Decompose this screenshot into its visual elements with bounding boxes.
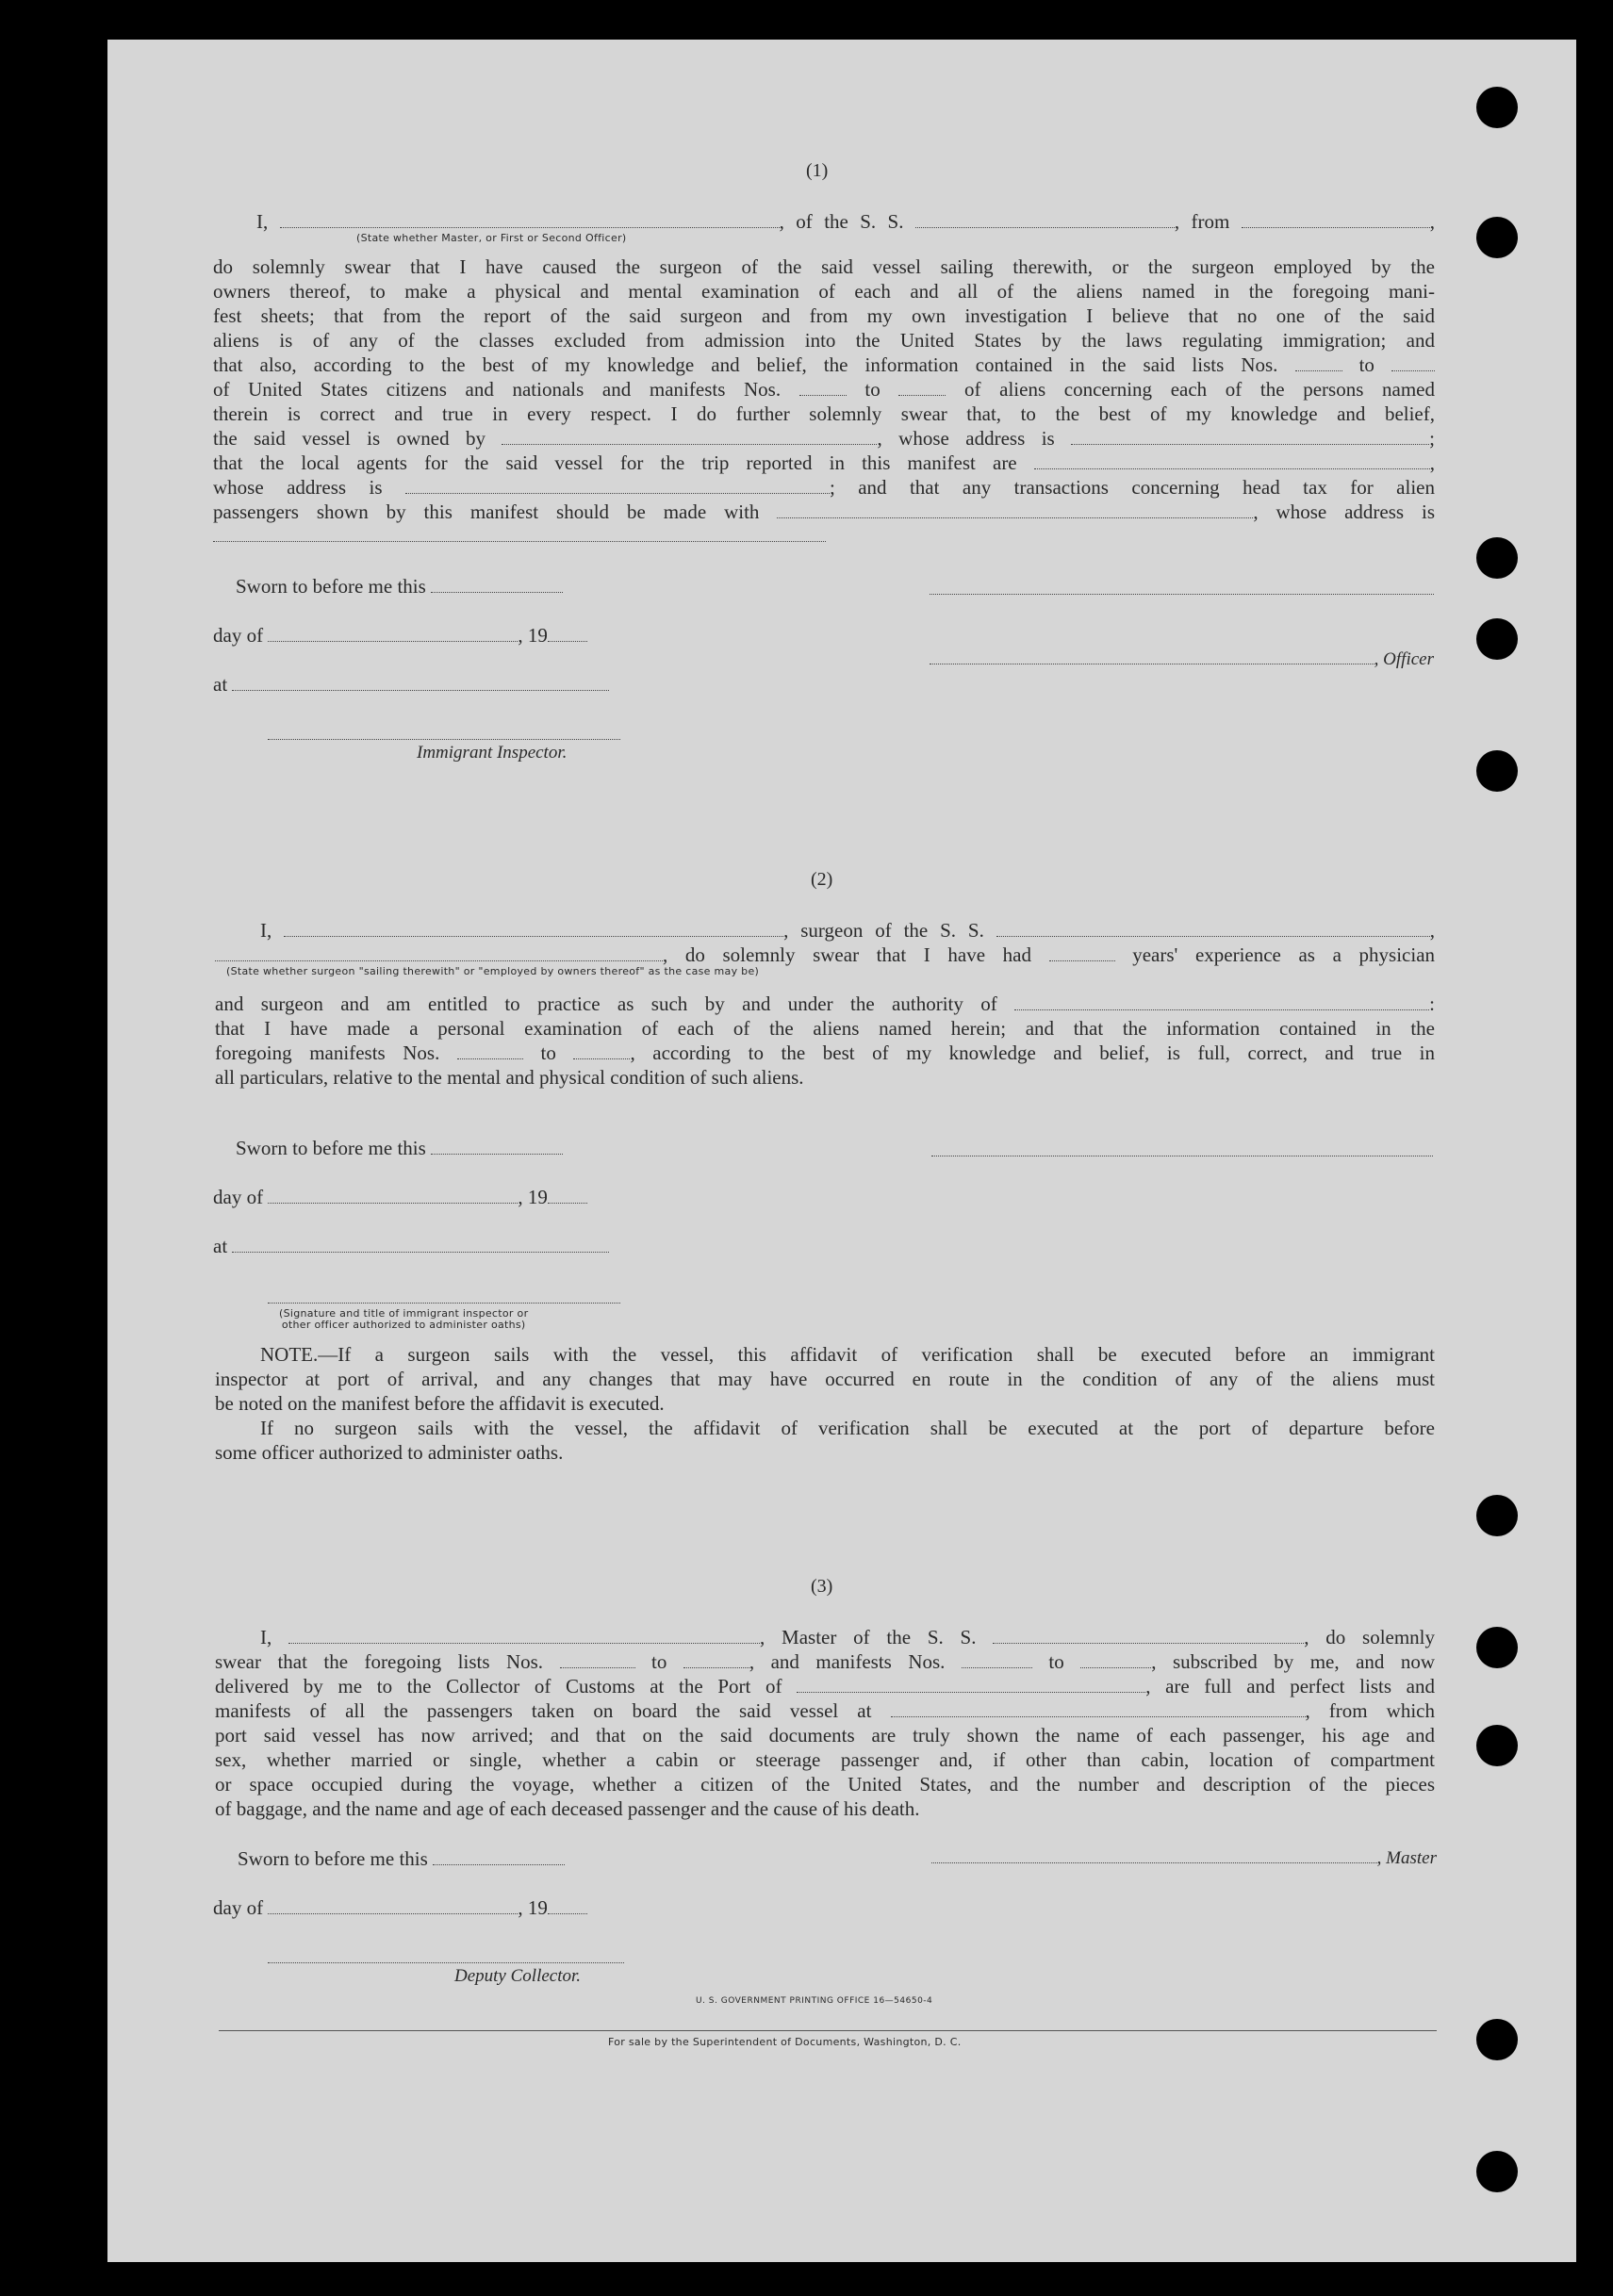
text: Sworn to before me this xyxy=(236,575,426,598)
label-of-ss: , of the S. S. xyxy=(779,210,904,233)
text: whose address is xyxy=(213,476,383,499)
manifests-from-field[interactable] xyxy=(962,1652,1032,1668)
text-line xyxy=(215,1698,1435,1723)
text-line: that I have made a personal examination of each of the aliens named herein; and that the information contained in the xyxy=(215,1017,1435,1040)
master-oath-line xyxy=(260,1625,1435,1649)
comma: , xyxy=(1429,210,1436,233)
officer-line xyxy=(930,648,1434,670)
text: the said vessel is owned by xyxy=(213,427,486,450)
text: other officer authorized to administer oaths) xyxy=(281,1319,526,1331)
text-line xyxy=(215,992,1435,1016)
text-line: sex, whether married or single, whether a cabin or steerage passenger and, if other than cabin, location of compartment xyxy=(215,1748,1435,1771)
text-line: If no surgeon sails with the vessel, the affidavit of verification shall be executed at the port of departure before xyxy=(260,1417,1435,1439)
lists-from-field[interactable] xyxy=(1295,355,1342,371)
text-line xyxy=(215,1041,1435,1065)
text: , 19 xyxy=(518,1896,548,1919)
surgeon-note-paragraph xyxy=(215,1342,1435,1465)
text: at xyxy=(213,673,228,696)
text: to xyxy=(864,378,881,401)
text-line xyxy=(213,500,1435,524)
text: swear that the foregoing lists Nos. xyxy=(215,1650,544,1673)
punch-hole xyxy=(1476,217,1518,258)
vessel-name-field[interactable] xyxy=(996,921,1430,937)
label-from: , from xyxy=(1174,210,1230,233)
inspector-label: Immigrant Inspector. xyxy=(417,743,568,763)
text-line: port said vessel has now arrived; and that on the said documents are truly shown the name of each passenger, his age and xyxy=(215,1724,1435,1747)
text-line: fest sheets; that from the report of the said surgeon and from my own investigation I believe that no one of the said xyxy=(213,304,1435,327)
local-agents-field[interactable] xyxy=(1034,453,1430,469)
text: ; xyxy=(1429,427,1436,450)
text: , and manifests Nos. xyxy=(749,1650,946,1673)
punch-hole xyxy=(1476,2151,1518,2192)
vessel-name-field[interactable] xyxy=(993,1628,1304,1644)
sworn-date-field[interactable] xyxy=(431,1139,563,1155)
footer-rule xyxy=(219,2030,1437,2031)
from-port-field[interactable] xyxy=(1242,212,1430,228)
text-line xyxy=(213,475,1435,500)
punch-hole xyxy=(1476,1725,1518,1766)
text: , xyxy=(1429,451,1436,474)
text-line: aliens is of any of the classes excluded from admission into the United States by the laws regulating immigration; and xyxy=(213,329,1435,352)
manifests-to-field[interactable] xyxy=(1080,1652,1151,1668)
officer-note: (State whether Master, or First or Second Officer) xyxy=(356,232,627,244)
text: , do solemnly swear that I have had xyxy=(663,943,1031,966)
master-label: , Master xyxy=(1376,1848,1437,1868)
officer-signature-line[interactable] xyxy=(930,594,1434,595)
master-signature-field[interactable] xyxy=(931,1847,1377,1863)
day-of-label xyxy=(213,1896,587,1920)
manifests-to-field[interactable] xyxy=(898,380,946,396)
text: ; and that any transactions concerning head tax for alien xyxy=(829,476,1435,499)
section-number: (1) xyxy=(806,160,829,181)
head-tax-address-field[interactable] xyxy=(213,526,826,542)
at-label xyxy=(213,673,609,697)
sworn-label xyxy=(236,575,563,599)
text: foregoing manifests Nos. xyxy=(215,1041,440,1064)
surgeon-status-field[interactable] xyxy=(215,945,663,961)
text: delivered by me to the Collector of Customs at the Port of xyxy=(215,1675,782,1697)
text: at xyxy=(213,1235,228,1257)
text-line xyxy=(213,451,1435,475)
manifests-from-field[interactable] xyxy=(457,1043,523,1059)
text-line: therein is correct and true in every respect. I do further solemnly swear that, to the best of my knowledge and belief, xyxy=(213,402,1435,425)
sale-notice: For sale by the Superintendent of Documents, Washington, D. C. xyxy=(608,2036,962,2048)
text: passengers shown by this manifest should be made with xyxy=(213,500,760,523)
text: and surgeon and am entitled to practice as such by and under the authority of xyxy=(215,992,997,1015)
label-i: I, xyxy=(260,919,272,942)
text: , surgeon of the S. S. xyxy=(783,919,984,942)
vessel-name-field[interactable] xyxy=(915,212,1175,228)
section2-body xyxy=(215,992,1435,1090)
text-line: or space occupied during the voyage, whether a citizen of the United States, and the number and description of the pieces xyxy=(215,1773,1435,1796)
text-line: all particulars, relative to the mental and physical condition of such aliens. xyxy=(215,1066,804,1089)
text: day of xyxy=(213,624,264,647)
deputy-signature-line[interactable] xyxy=(268,1962,624,1963)
text: day of xyxy=(213,1896,264,1919)
text: , are full and perfect lists and xyxy=(1145,1675,1435,1697)
text: years' experience as a physician xyxy=(1132,943,1436,966)
text: that the local agents for the said vessel for the trip reported in this manifest are xyxy=(213,451,1017,474)
surgeon-oath-line xyxy=(260,918,1435,943)
text: , according to the best of my knowledge and belief, is full, correct, and true in xyxy=(630,1041,1435,1064)
owner-field[interactable] xyxy=(502,429,877,445)
text: , whose address is xyxy=(1253,500,1436,523)
at-place-field[interactable] xyxy=(232,675,609,691)
authority-field[interactable] xyxy=(1014,994,1429,1010)
text: , do solemnly xyxy=(1304,1626,1436,1648)
sworn-label xyxy=(238,1847,565,1871)
punch-hole xyxy=(1476,87,1518,128)
punch-hole xyxy=(1476,2019,1518,2060)
day-month-field[interactable] xyxy=(268,1898,518,1914)
year-field[interactable] xyxy=(548,1898,587,1914)
text: , 19 xyxy=(518,1186,548,1208)
text: day of xyxy=(213,1186,264,1208)
text: to xyxy=(1048,1650,1064,1673)
printing-office-line: U. S. GOVERNMENT PRINTING OFFICE 16—54650-4 xyxy=(696,1996,933,2006)
master-name-field[interactable] xyxy=(288,1628,760,1644)
text-line xyxy=(215,1649,1435,1674)
day-of-label xyxy=(213,624,587,648)
text: , xyxy=(1429,919,1435,942)
text-line: do solemnly swear that I have caused the surgeon of the said vessel sailing therewith, or the surgeon employed by the xyxy=(213,255,1435,278)
years-field[interactable] xyxy=(1049,945,1115,961)
text: , 19 xyxy=(518,624,548,647)
master-oath-line xyxy=(256,209,1435,234)
text: of United States citizens and nationals and manifests Nos. xyxy=(213,378,782,401)
text-line: NOTE.—If a surgeon sails with the vessel, this affidavit of verification shall be executed before an immigrant xyxy=(260,1343,1435,1366)
punch-hole xyxy=(1476,750,1518,792)
year-field[interactable] xyxy=(548,1188,587,1204)
lists-to-field[interactable] xyxy=(1391,355,1435,371)
section-number: (3) xyxy=(811,1576,833,1597)
text: of aliens concerning each of the persons named xyxy=(964,378,1436,401)
manifests-from-field[interactable] xyxy=(799,380,847,396)
surgeon-note: (State whether surgeon "sailing therewith" or "employed by owners thereof" as the case may be) xyxy=(226,965,760,977)
text: , subscribed by me, and now xyxy=(1151,1650,1436,1673)
deputy-label: Deputy Collector. xyxy=(454,1966,582,1986)
text-line xyxy=(215,1674,1435,1698)
surgeon-experience-line xyxy=(215,943,1435,967)
text-line: some officer authorized to administer oaths. xyxy=(215,1441,564,1464)
embark-port-field[interactable] xyxy=(891,1701,1306,1717)
master-signature-line xyxy=(931,1847,1437,1869)
text-line: owners thereof, to make a physical and mental examination of each and all of the aliens named in the foregoing mani- xyxy=(213,280,1435,303)
text: that also, according to the best of my knowledge and belief, the information contained in the said lists Nos. xyxy=(213,353,1278,376)
day-month-field[interactable] xyxy=(268,626,518,642)
text: to xyxy=(540,1041,556,1064)
surgeon-name-field[interactable] xyxy=(284,921,783,937)
section-number: (2) xyxy=(811,869,833,890)
text-line xyxy=(213,426,1435,451)
label-i: I, xyxy=(260,1626,272,1648)
agents-address-field[interactable] xyxy=(405,478,830,494)
punch-hole xyxy=(1476,1495,1518,1536)
lists-from-field[interactable] xyxy=(560,1652,635,1668)
text: to xyxy=(651,1650,667,1673)
punch-hole xyxy=(1476,618,1518,660)
sworn-date-field[interactable] xyxy=(431,577,563,593)
text: , Master of the S. S. xyxy=(760,1626,977,1648)
at-label xyxy=(213,1235,609,1258)
text: Sworn to before me this xyxy=(238,1847,428,1870)
inspector-signature-line[interactable] xyxy=(268,739,620,740)
label-i: I, xyxy=(256,210,269,233)
port-field[interactable] xyxy=(797,1677,1145,1693)
officer-name-field[interactable] xyxy=(280,212,780,228)
inspector-signature-line[interactable] xyxy=(268,1303,620,1304)
head-tax-field[interactable] xyxy=(777,502,1253,518)
punch-hole xyxy=(1476,1627,1518,1668)
officer-title-field[interactable] xyxy=(930,648,1374,664)
day-of-label xyxy=(213,1186,587,1209)
day-month-field[interactable] xyxy=(268,1188,518,1204)
text-line: inspector at port of arrival, and any changes that may have occurred en route in the condition of any of the aliens must xyxy=(215,1368,1435,1390)
sworn-date-field[interactable] xyxy=(433,1849,565,1865)
officer-label: , Officer xyxy=(1374,649,1434,669)
text: to xyxy=(1358,353,1374,376)
lists-to-field[interactable] xyxy=(683,1652,749,1668)
text-line xyxy=(213,353,1435,377)
sworn-label xyxy=(236,1137,563,1160)
text: (Signature and title of immigrant inspector or xyxy=(279,1307,529,1320)
section3-body xyxy=(215,1649,1435,1821)
at-place-field[interactable] xyxy=(232,1237,609,1253)
text-line xyxy=(213,377,1435,402)
punch-hole xyxy=(1476,537,1518,579)
text: manifests of all the passengers taken on board the said vessel at xyxy=(215,1699,872,1722)
manifests-to-field[interactable] xyxy=(573,1043,630,1059)
text: : xyxy=(1429,992,1436,1015)
owner-address-field[interactable] xyxy=(1071,429,1429,445)
text-line: be noted on the manifest before the affidavit is executed. xyxy=(215,1392,665,1415)
signature-note xyxy=(279,1308,528,1331)
text-line: of baggage, and the name and age of each deceased passenger and the cause of his death. xyxy=(215,1797,920,1820)
text: , whose address is xyxy=(877,427,1055,450)
year-field[interactable] xyxy=(548,626,587,642)
text: Sworn to before me this xyxy=(236,1137,426,1159)
text: , from which xyxy=(1305,1699,1435,1722)
section1-body xyxy=(213,254,1435,542)
